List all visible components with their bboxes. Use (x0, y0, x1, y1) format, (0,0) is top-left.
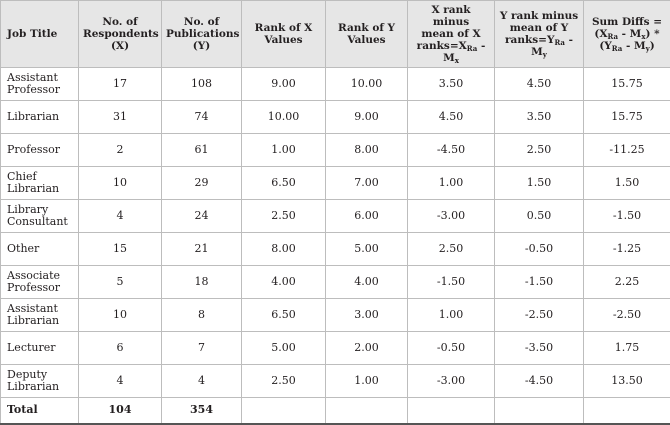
header-xm-l1: X rank minus (431, 4, 470, 28)
y-rank-diff-cell: 1.50 (495, 167, 584, 200)
y-rank-diff-cell: 0.50 (495, 200, 584, 233)
header-sd-l2sub2: x (641, 32, 645, 41)
total-empty-cell (408, 398, 495, 424)
rank-y-cell: 6.00 (326, 200, 408, 233)
respondents-cell: 6 (79, 332, 162, 365)
rank-x-cell: 1.00 (242, 134, 326, 167)
job-title-cell (1, 68, 79, 101)
job-title-line: Professor (7, 281, 60, 294)
rank-x-cell: 10.00 (242, 101, 326, 134)
job-title-cell (1, 266, 79, 299)
x-rank-diff-cell: -0.50 (408, 332, 495, 365)
total-label: Total (1, 398, 79, 424)
publications-cell: 7 (162, 332, 242, 365)
rank-x-cell: 6.50 (242, 299, 326, 332)
rank-x-cell: 9.00 (242, 68, 326, 101)
header-xm-l2: mean of X (421, 28, 480, 40)
header-ym-l4sub: y (543, 50, 547, 59)
respondents-cell: 2 (79, 134, 162, 167)
y-rank-diff-cell: -2.50 (495, 299, 584, 332)
total-empty-cell (242, 398, 326, 424)
job-title-cell (1, 134, 79, 167)
header-sd-l2b: - M (618, 28, 641, 40)
header-xm-l4: M (443, 52, 455, 64)
x-rank-diff-cell: 1.00 (408, 167, 495, 200)
publications-cell: 24 (162, 200, 242, 233)
y-rank-diff-cell: -1.50 (495, 266, 584, 299)
respondents-cell: 15 (79, 233, 162, 266)
header-ym-l3b: - (565, 34, 573, 46)
y-rank-diff-cell: -4.50 (495, 365, 584, 398)
total-empty-cell (326, 398, 408, 424)
sum-diffs-cell: -1.25 (584, 233, 670, 266)
total-row (1, 398, 670, 424)
sum-diffs-cell: 13.50 (584, 365, 670, 398)
y-rank-diff-cell: 3.50 (495, 101, 584, 134)
rank-x-cell: 6.50 (242, 167, 326, 200)
total-respondents: 104 (79, 398, 162, 424)
job-title-line: Assistant (7, 302, 58, 315)
rank-y-cell: 7.00 (326, 167, 408, 200)
publications-cell: 29 (162, 167, 242, 200)
respondents-cell: 4 (79, 200, 162, 233)
table-row (1, 101, 670, 134)
x-rank-diff-cell: 3.50 (408, 68, 495, 101)
job-title-cell (1, 332, 79, 365)
publications-cell: 4 (162, 365, 242, 398)
job-title-line: Library (7, 203, 48, 216)
rank-y-cell: 4.00 (326, 266, 408, 299)
header-rank-y (326, 1, 408, 68)
table-body (1, 68, 670, 424)
sum-diffs-cell: -2.50 (584, 299, 670, 332)
header-sd-l2sub1: Ra (608, 32, 619, 41)
job-title-cell (1, 233, 79, 266)
header-respondents-l1: No. of (102, 16, 137, 28)
job-title-line: Librarian (7, 314, 59, 327)
header-x-minus-mean (408, 1, 495, 68)
sum-diffs-cell: 15.75 (584, 68, 670, 101)
respondents-cell: 10 (79, 299, 162, 332)
job-title-line: Professor (7, 143, 60, 156)
total-empty-cell (495, 398, 584, 424)
sum-diffs-cell: -11.25 (584, 134, 670, 167)
respondents-cell: 31 (79, 101, 162, 134)
job-title-line: Professor (7, 83, 60, 96)
rank-y-cell: 5.00 (326, 233, 408, 266)
rank-y-cell: 10.00 (326, 68, 408, 101)
job-title-cell (1, 200, 79, 233)
table-row (1, 68, 670, 101)
x-rank-diff-cell: 4.50 (408, 101, 495, 134)
publications-cell: 18 (162, 266, 242, 299)
rank-x-cell: 2.50 (242, 365, 326, 398)
table-row (1, 365, 670, 398)
x-rank-diff-cell: 2.50 (408, 233, 495, 266)
y-rank-diff-cell: -0.50 (495, 233, 584, 266)
header-respondents-l2: Respondents (83, 28, 159, 40)
sum-diffs-cell: 2.25 (584, 266, 670, 299)
rank-y-cell: 9.00 (326, 101, 408, 134)
job-title-line: Associate (7, 269, 60, 282)
rank-y-cell: 8.00 (326, 134, 408, 167)
rank-x-cell: 2.50 (242, 200, 326, 233)
header-y-minus-mean (495, 1, 584, 68)
header-publications-l2: Publications (166, 28, 239, 40)
header-sd-l3b: - M (622, 40, 645, 52)
respondents-cell: 5 (79, 266, 162, 299)
header-sd-l3a: (Y (599, 40, 611, 52)
y-rank-diff-cell: -3.50 (495, 332, 584, 365)
header-sum-diffs (584, 1, 670, 68)
y-rank-diff-cell: 4.50 (495, 68, 584, 101)
job-title-line: Other (7, 242, 39, 255)
header-ym-l3a: ranks=Y (505, 34, 554, 46)
header-publications (162, 1, 242, 68)
header-job-title: Job Title (1, 1, 79, 68)
job-title-line: Librarian (7, 110, 59, 123)
header-ym-l4: M (531, 46, 543, 58)
publications-cell: 108 (162, 68, 242, 101)
header-sd-l2a: (X (594, 28, 607, 40)
header-publications-l1: No. of (184, 16, 219, 28)
sum-diffs-cell: 15.75 (584, 101, 670, 134)
table-row (1, 332, 670, 365)
sum-diffs-cell: 1.50 (584, 167, 670, 200)
header-ym-l2: mean of Y (510, 22, 569, 34)
header-xm-l3b: - (477, 40, 485, 52)
header-rank-x (242, 1, 326, 68)
header-sd-l3sub2: y (646, 44, 650, 53)
job-title-cell (1, 167, 79, 200)
header-xm-l3a: ranks=X (417, 40, 467, 52)
header-xm-l3sub: Ra (467, 44, 478, 53)
respondents-cell: 17 (79, 68, 162, 101)
x-rank-diff-cell: -4.50 (408, 134, 495, 167)
x-rank-diff-cell: -3.00 (408, 200, 495, 233)
respondents-cell: 4 (79, 365, 162, 398)
publications-cell: 74 (162, 101, 242, 134)
rank-y-cell: 3.00 (326, 299, 408, 332)
sum-diffs-cell: -1.50 (584, 200, 670, 233)
header-respondents-l3: (X) (111, 40, 129, 52)
table-row (1, 167, 670, 200)
rank-y-cell: 2.00 (326, 332, 408, 365)
table-row (1, 134, 670, 167)
rank-x-cell: 5.00 (242, 332, 326, 365)
x-rank-diff-cell: -3.00 (408, 365, 495, 398)
header-sd-l3c: ) (650, 40, 655, 52)
rank-x-cell: 8.00 (242, 233, 326, 266)
sum-diffs-cell: 1.75 (584, 332, 670, 365)
job-title-line: Deputy (7, 368, 47, 381)
publications-cell: 8 (162, 299, 242, 332)
table-row (1, 299, 670, 332)
header-ym-l3sub: Ra (554, 38, 565, 47)
job-title-cell (1, 101, 79, 134)
publications-cell: 61 (162, 134, 242, 167)
publications-cell: 21 (162, 233, 242, 266)
table-row (1, 266, 670, 299)
x-rank-diff-cell: 1.00 (408, 299, 495, 332)
table-row (1, 233, 670, 266)
header-rank-x-l1: Rank of X (255, 22, 313, 34)
header-rank-y-l1: Rank of Y (338, 22, 395, 34)
table-header-row (1, 1, 670, 68)
header-respondents (79, 1, 162, 68)
job-title-line: Chief (7, 170, 37, 183)
job-title-line: Librarian (7, 182, 59, 195)
header-publications-l3: (Y) (193, 40, 210, 52)
header-sd-l2c: ) * (646, 28, 660, 40)
respondents-cell: 10 (79, 167, 162, 200)
x-rank-diff-cell: -1.50 (408, 266, 495, 299)
header-rank-x-l2: Values (264, 34, 302, 46)
header-rank-y-l2: Values (347, 34, 385, 46)
job-title-cell (1, 299, 79, 332)
header-sd-l1: Sum Diffs = (592, 16, 662, 28)
job-title-cell (1, 365, 79, 398)
header-xm-l4sub: x (455, 56, 459, 65)
y-rank-diff-cell: 2.50 (495, 134, 584, 167)
table-row (1, 200, 670, 233)
rank-x-cell: 4.00 (242, 266, 326, 299)
header-sd-l3sub1: Ra (612, 44, 623, 53)
job-title-line: Consultant (7, 215, 68, 228)
total-publications: 354 (162, 398, 242, 424)
job-title-line: Assistant (7, 71, 58, 84)
job-title-line: Lecturer (7, 341, 56, 354)
total-empty-cell (584, 398, 670, 424)
rank-y-cell: 1.00 (326, 365, 408, 398)
header-ym-l1: Y rank minus (500, 10, 578, 22)
job-title-line: Librarian (7, 380, 59, 393)
